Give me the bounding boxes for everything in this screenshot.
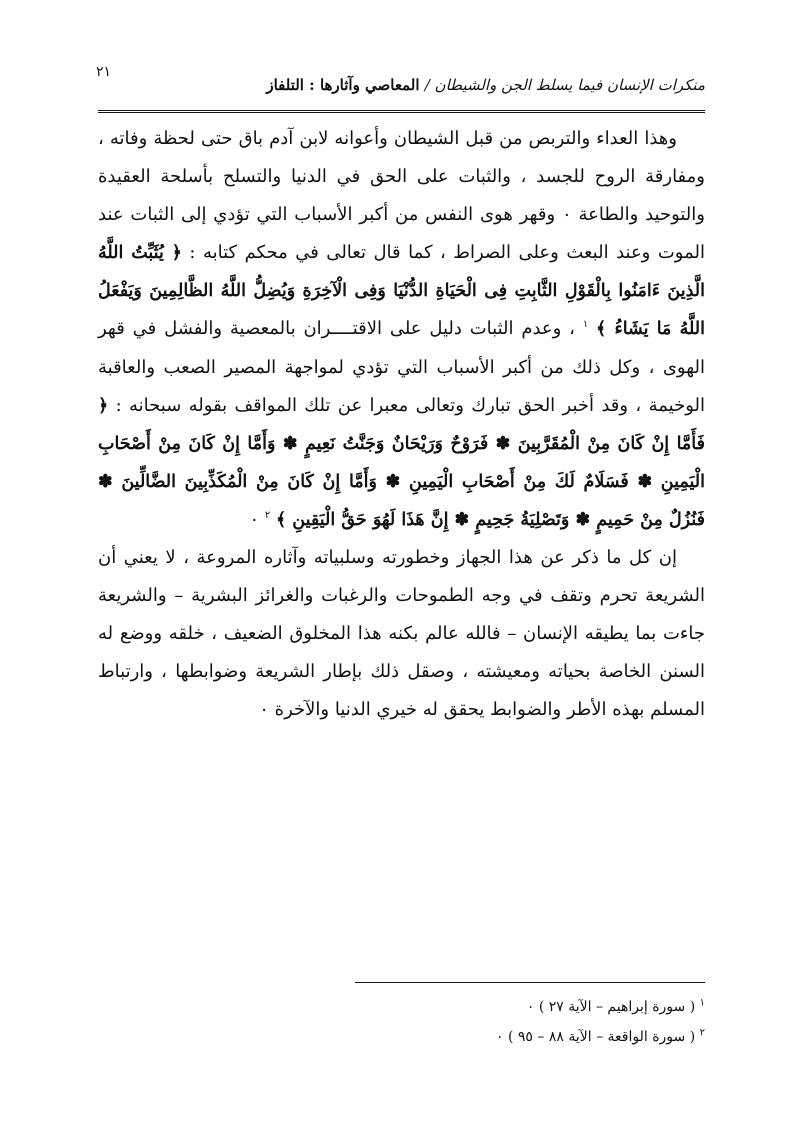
footnote-ref: ٢ — [264, 509, 271, 521]
series-title: منكرات الإنسان فيما يسلط الجن والشيطان / — [424, 76, 705, 94]
footnote-mark: ٢ — [699, 1027, 705, 1039]
quran-verse: ﴿ يُثَبِّتُ اللَّهُ الَّذِينَ ءَامَنُوا بِالْقَوْلِ الثَّابِتِ فِى الْحَيَاةِ الدُّنْيَا وَفِى الْآخِرَةِ وَيُضِلُّ اللَّهُ الظَّالِمِينَ وَيَفْعَلُ اللَّهُ مَا يَشَاءُ ﴾ — [98, 243, 705, 340]
paragraph-text: وهذا العداء والتربص من قبل الشيطان وأعوانه لابن آدم باق حتى لحظة وفاته ، ومفارقة الروح للجسد ، والثبات على الحق في الدنيا والتسلح بأسلحة العقيدة والتوحيد والطاعة ٠ وقهر هوى النفس من أكبر الأسباب التي تؤدي إلى الثبات عند الموت وعند البعث وعلى الصراط ، كما قال تعالى في محكم كتابه : — [98, 128, 705, 264]
header-rule — [98, 110, 705, 113]
paragraph-end: ٠ — [249, 508, 260, 530]
quran-verse: ﴿ فَأَمَّا إِنْ كَانَ مِنْ الْمُقَرَّبِينَ ✽ فَرَوْحٌ وَرَيْحَانٌ وَجَنَّتُ نَعِيمٍ ✽ وَأَمَّا إِنْ كَانَ مِنْ أَصْحَابِ الْيَمِينِ ✽ فَسَلَامٌ لَكَ مِنْ أَصْحَابِ الْيَمِينِ ✽ وَأَمَّا إِنْ كَانَ مِنْ الْمُكَذِّبِينَ الضَّالِّينَ ✽ فَنُزُلٌ مِنْ حَمِيمٍ ✽ وَتَصْلِيَةُ جَحِيمٍ ✽ إِنَّ هَذَا لَهُوَ حَقُّ الْيَقِينِ ﴾ — [98, 395, 705, 530]
footnotes — [98, 992, 705, 1052]
body-text — [98, 120, 705, 730]
footnote-mark: ١ — [699, 997, 705, 1009]
paragraph-1 — [98, 120, 705, 539]
chapter-title: المعاصي وآثارها : التلفاز — [266, 76, 420, 94]
footnote-rule — [355, 982, 705, 983]
footnote-text: ( سورة الواقعة – الآية ٨٨ – ٩٥ ) ٠ — [495, 1029, 696, 1045]
running-head — [266, 76, 705, 94]
footnote-text: ( سورة إبراهيم – الآية ٢٧ ) ٠ — [526, 999, 696, 1015]
paragraph-text: إن كل ما ذكر عن هذا الجهاز وخطورته وسلبياته وآثاره المروعة ، لا يعني أن الشريعة تحرم وتقف في وجه الطموحات والرغبات والغرائز البشرية – والشريعة جاءت بما يطيقه الإنسان – فالله عالم بكنه هذا المخلوق الضعيف ، خلقه ووضع له السنن الخاصة بحياته ومعيشته ، وصقل ذلك بإطار الشريعة وضوابطها ، وارتباط المسلم بهذه الأطر والضوابط يحقق له خيري الدنيا والآخرة ٠ — [98, 547, 705, 721]
footnote — [98, 992, 705, 1022]
paragraph-2 — [98, 539, 705, 729]
paragraph-text: ، وعدم الثبات دليل على الاقتــــران بالمعصية والفشل في قهر الهوى ، وكل ذلك من أكبر الأسباب التي تؤدي لمواجهة المصير الصعب والعاقبة الوخيمة ، وقد أخبر الحق تبارك وتعالى معبرا عن تلك المواقف بقوله سبحانه : — [98, 318, 705, 416]
page-number: ٢١ — [96, 64, 112, 80]
footnote-ref: ١ — [582, 319, 589, 331]
footnote — [98, 1022, 705, 1052]
